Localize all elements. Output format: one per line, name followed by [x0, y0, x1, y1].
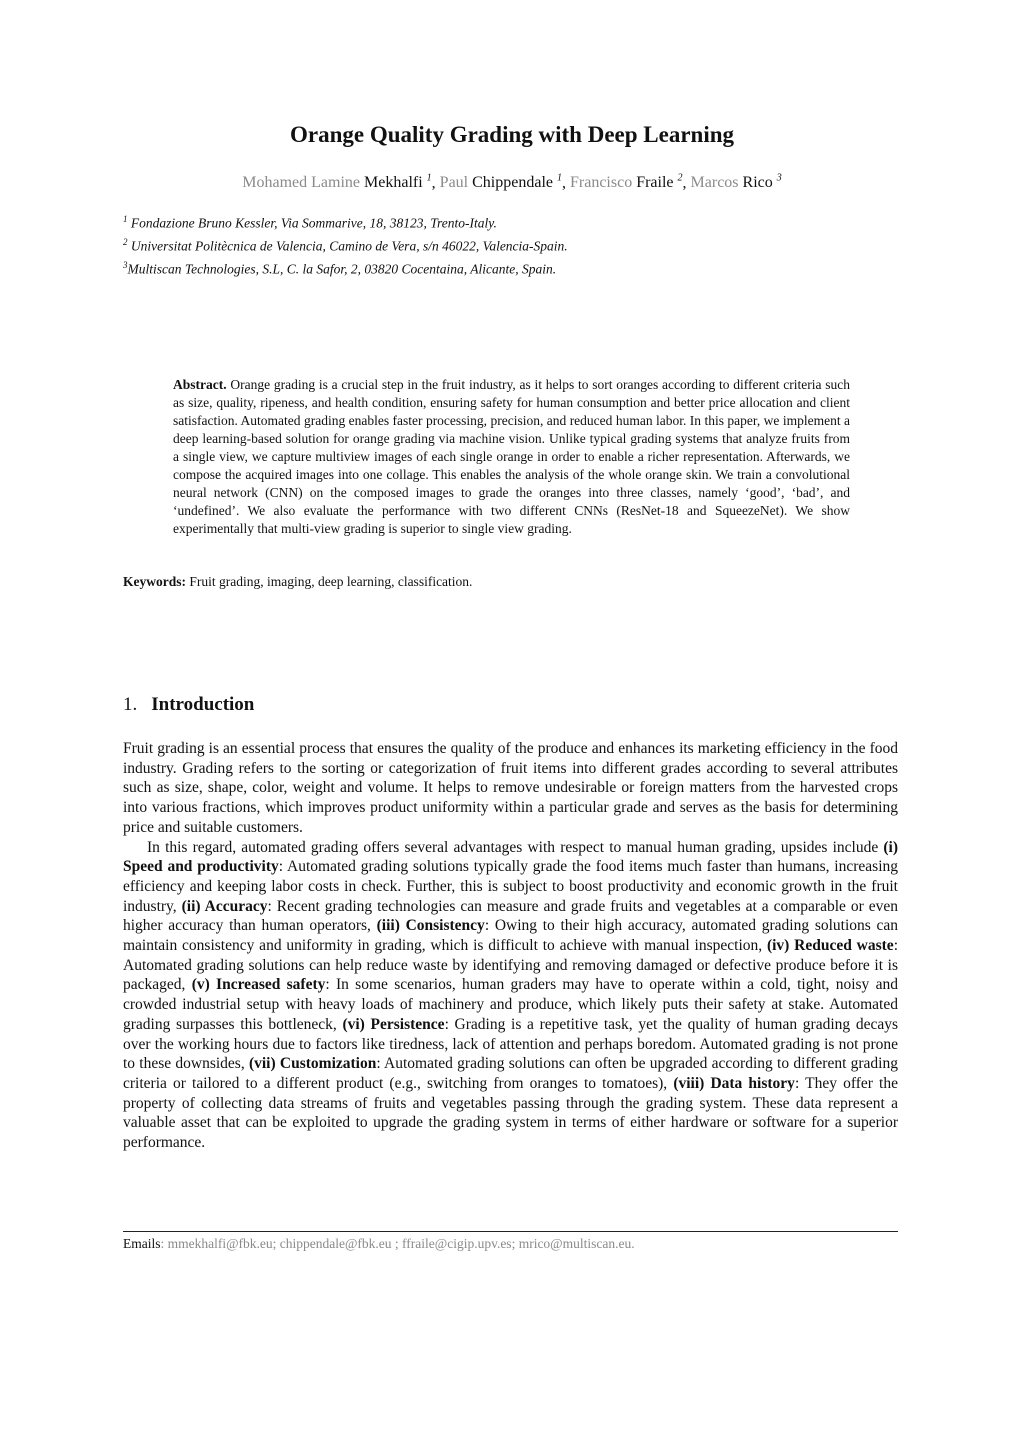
affiliation: $^2$ Universitat Politècnica de Valencia, Camino de Vera, s/n 46022, Valencia-Spain.	[123, 237, 568, 254]
section-title: Introduction	[151, 694, 255, 715]
section-heading	[123, 694, 254, 716]
footnote-emails	[123, 1236, 635, 1252]
emails-addresses: : mmekhalfi@fbk.eu; chippendale@fbk.eu ; ffraile@cigip.upv.es; mrico@multiscan.eu.	[160, 1236, 635, 1251]
emails-label: Emails	[123, 1236, 161, 1251]
author: Paul Chippendale $^1$	[439, 173, 562, 192]
paper-title: Orange Quality Grading with Deep Learning	[289, 122, 735, 147]
introduction-body	[123, 739, 898, 1153]
affiliation: $^1$ Fondazione Bruno Kessler, Via Sommarive, 18, 38123, Trento-Italy.	[123, 214, 497, 231]
footnote-rule	[123, 1231, 898, 1232]
abstract	[173, 376, 850, 538]
advantage-label: (iii) Consistency	[376, 917, 485, 935]
advantage-label: (iv) Reduced waste	[766, 937, 894, 955]
abstract-label: Abstract.	[173, 377, 227, 392]
advantage-label: (i) Speed and productivity	[123, 838, 898, 876]
affiliation-list	[123, 210, 903, 279]
advantage-label: (ii) Accuracy	[181, 897, 268, 915]
advantage-label: (vi) Persistence	[342, 1015, 445, 1033]
keywords	[123, 574, 903, 590]
abstract-text: Orange grading is a crucial step in the fruit industry, as it helps to sort oranges according to different criteria such as size, quality, ripeness, and health condition, ensuring safety for human consumption and better price allocation and client satisfaction. Automated grading enables faster processing, precision, and reduced human labor. In this paper, we implement a deep learning-based solution for orange grading via machine vision. Unlike typical grading systems that analyze fruits from a single view, we capture multiview images of each single orange in order to enable a richer representation. Afterwards, we compose the acquired images into one collage. This enables the analysis of the whole orange skin. We train a convolutional neural network (CNN) on the composed images to grade the oranges into three classes, namely ‘good’, ‘bad’, and ‘undefined’. We also evaluate the performance with two different CNNs (ResNet-18 and SqueezeNet). We show experimentally that multi-view grading is superior to single view grading.	[173, 377, 850, 536]
advantage-label: (v) Increased safety	[191, 976, 326, 994]
paragraph: In this regard, automated grading offers several advantages with respect to manual human grading, upsides include (i) Speed and productivity: Automated grading solutions typically grade the food items much faster than humans, increasing efficiency and keeping labor costs in check. Further, this is subject to boost productivity and economic growth in the fruit industry, (ii) Accuracy: Recent grading technologies can measure and grade fruits and vegetables at a comparable or even higher accuracy than human operators, (iii) Consistency: Owing to their high accuracy, automated grading solutions can maintain consistency and uniformity in grading, which is difficult to achieve with manual inspection, (iv) Reduced waste: Automated grading solutions can help reduce waste by identifying and removing damaged or defective produce before it is packaged, (v) Increased safety: In some scenarios, human graders may have to operate within a cold, tight, noisy and crowded industrial setup with heavy loads of machinery and produce, which likely puts their safety at stake. Automated grading surpasses this bottleneck, (vi) Persistence: Grading is a repetitive task, yet the quality of human grading decays over the working hours due to factors like tiredness, lack of attention and perhaps boredom. Automated grading is not prone to these downsides, (vii) Customization: Automated grading solutions can often be upgraded according to different grading criteria or tailored to a different product (e.g., switching from oranges to tomatoes), (viii) Data history: They offer the property of collecting data streams of fruits and vegetables passing through the grading system. These data represent a valuable asset that can be exploited to upgrade the grading system in terms of either hardware or software for a superior performance.	[123, 838, 899, 1152]
author-list: Mohamed Lamine Mekhalfi $^1$, Paul Chippendale $^1$, Francisco Fraile $^2$, Marcos Rico $^3$	[242, 173, 782, 192]
advantage-label: (viii) Data history	[673, 1074, 795, 1092]
author: Mohamed Lamine Mekhalfi $^1$	[242, 173, 432, 192]
author: Francisco Fraile $^2$	[570, 173, 683, 192]
author: Marcos Rico $^3$	[690, 173, 782, 192]
paragraph: Fruit grading is an essential process that ensures the quality of the produce and enhances its marketing efficiency in the food industry. Grading refers to the sorting or categorization of fruit items into different grades according to several attributes such as size, shape, color, weight and volume. It helps to remove undesirable or foreign matters from the harvested crops into various fractions, which improves product uniformity within a particular grade and serves as the basis for determining price and suitable customers.	[123, 740, 898, 836]
keywords-text: Fruit grading, imaging, deep learning, classification.	[189, 574, 473, 589]
section-number: 1.	[123, 694, 138, 715]
advantage-label: (vii) Customization	[248, 1055, 377, 1073]
keywords-label: Keywords:	[123, 574, 186, 589]
affiliation: $^3$Multiscan Technologies, S.L, C. la Safor, 2, 03820 Cocentaina, Alicante, Spain.	[123, 260, 557, 277]
